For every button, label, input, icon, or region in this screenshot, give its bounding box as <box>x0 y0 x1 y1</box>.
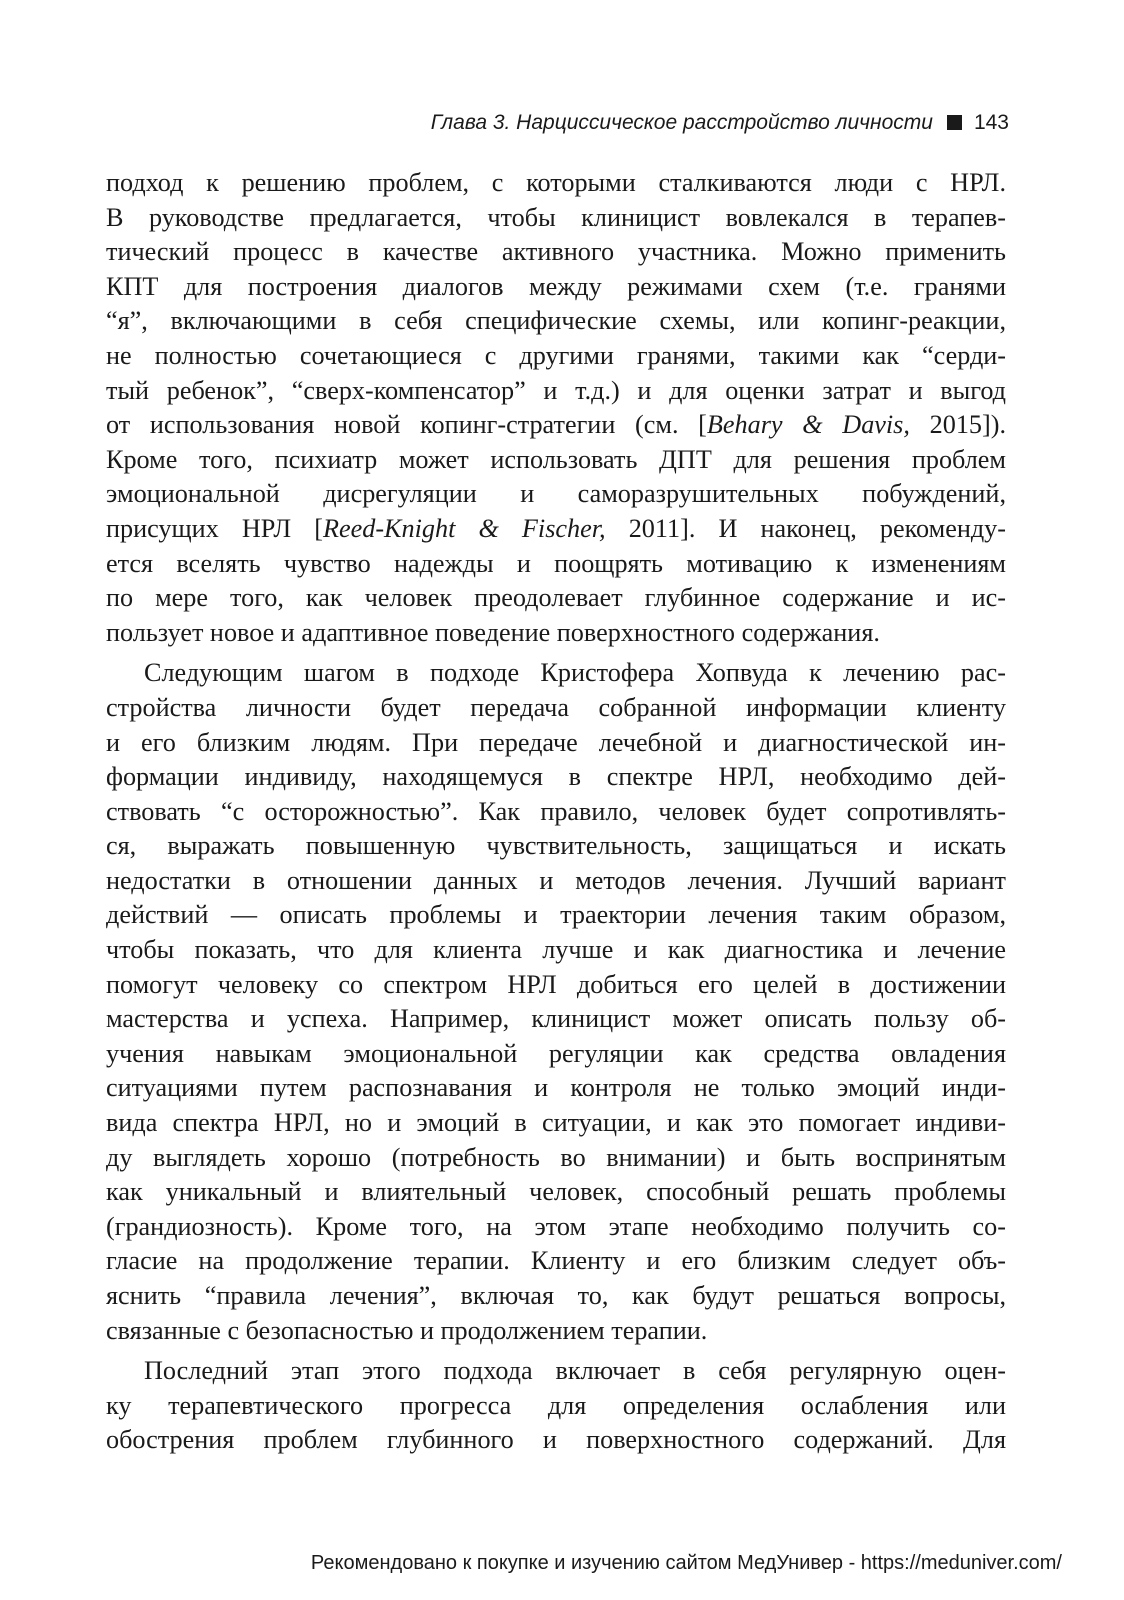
text-line <box>106 968 1006 1003</box>
text-segment: ся, выражать повышенную чувствительность, защищаться и искать <box>106 831 1006 861</box>
text-line <box>106 304 1006 339</box>
text-segment: действий — описать проблемы и траектории лечения таким образом, <box>106 900 1006 930</box>
text-segment: яснить “правила лечения”, включая то, как будут решаться вопросы, <box>106 1281 1006 1310</box>
text-segment: мастерства и успеха. Например, клиницист может описать пользу об- <box>106 1004 1006 1034</box>
text-segment: ку терапевтического прогресса для определения ослабления или <box>106 1390 1006 1420</box>
text-line <box>106 726 1006 761</box>
text-segment: ду выглядеть хорошо (потребность во внимании) и быть воспринятым <box>106 1142 1006 1172</box>
text-line <box>106 1279 1006 1314</box>
text-line <box>106 201 1006 236</box>
text-line <box>106 616 1006 651</box>
page-number: 143 <box>973 111 1009 134</box>
text-segment: присущих НРЛ [ <box>106 513 323 543</box>
paragraph <box>106 656 1006 1348</box>
text-segment: ситуациями путем распознавания и контроля не только эмоций инди- <box>106 1073 1006 1103</box>
text-segment: Последний этап этого подхода включает в себя регулярную оцен- <box>144 1356 1006 1386</box>
text-segment: стройства личности будет передача собранной информации клиенту <box>106 692 1006 722</box>
text-segment: эмоциональной дисрегуляции и саморазрушительных побуждений, <box>106 479 1006 509</box>
text-segment: “я”, включающими в себя специфические схемы, или копинг-реакции, <box>106 306 1006 336</box>
text-segment: как уникальный и влиятельный человек, способный решать проблемы <box>106 1177 1006 1207</box>
text-segment: ется вселять чувство надежды и поощрять мотивацию к изменениям <box>106 548 1006 578</box>
text-segment: не полностью сочетающиеся с другими гранями, такими как “серди- <box>106 340 1006 370</box>
paragraph <box>106 166 1006 650</box>
text-segment: Следующим шагом в подходе Кристофера Хопвуда к лечению рас- <box>144 658 1006 688</box>
text-line <box>106 443 1006 478</box>
text-line <box>106 1002 1006 1037</box>
text-line <box>106 1389 1006 1424</box>
text-line <box>106 374 1006 409</box>
text-line <box>106 1175 1006 1210</box>
text-line <box>106 656 1006 691</box>
text-line <box>106 477 1006 512</box>
text-line <box>106 1037 1006 1072</box>
text-line <box>106 270 1006 305</box>
text-segment: формации индивиду, находящемуся в спектре НРЛ, необходимо дей- <box>106 762 1006 792</box>
text-segment: помогут человеку со спектром НРЛ добиться его целей в достижении <box>106 969 1006 999</box>
text-line <box>106 933 1006 968</box>
text-line <box>106 691 1006 726</box>
text-segment: связанные с безопасностью и продолжением терапии. <box>106 1315 708 1345</box>
text-line <box>106 829 1006 864</box>
text-line <box>106 166 1006 201</box>
text-segment: тический процесс в качестве активного участника. Можно применить <box>106 237 1006 267</box>
chapter-title: Глава 3. Нарциссическое расстройство личности <box>430 111 933 134</box>
text-line <box>106 864 1006 899</box>
text-segment: подход к решению проблем, с которыми сталкиваются люди с НРЛ. <box>106 168 1006 197</box>
text-line <box>106 1210 1006 1245</box>
text-segment: ствовать “с осторожностью”. Как правило, человек будет сопротивлять- <box>106 796 1006 826</box>
text-line <box>106 1071 1006 1106</box>
body-text <box>106 166 1006 1464</box>
text-segment: (грандиозность). Кроме того, на этом этапе необходимо получить со- <box>106 1211 1006 1241</box>
text-line <box>106 898 1006 933</box>
text-line <box>106 1106 1006 1141</box>
text-line <box>106 1354 1006 1389</box>
text-line <box>106 581 1006 616</box>
text-segment: гласие на продолжение терапии. Клиенту и его близким следует объ- <box>106 1246 1006 1276</box>
citation-authors: Reed-Knight & Fischer, <box>322 513 606 543</box>
paragraph <box>106 1354 1006 1458</box>
text-line <box>106 408 1006 443</box>
text-segment: В руководстве предлагается, чтобы клиницист вовлекался в терапев- <box>106 202 1006 232</box>
text-segment: 2011]. И наконец, рекоменду- <box>605 513 1006 543</box>
text-line <box>106 235 1006 270</box>
text-segment: недостатки в отношении данных и методов лечения. Лучший вариант <box>106 865 1006 895</box>
text-line <box>106 512 1006 547</box>
text-line <box>106 1244 1006 1279</box>
footer-recommendation: Рекомендовано к покупке и изучению сайтом МедУнивер - https://meduniver.com/ <box>310 1552 1062 1574</box>
text-segment: учения навыкам эмоциональной регуляции как средства овладения <box>106 1038 1006 1068</box>
text-segment: вида спектра НРЛ, но и эмоций в ситуации, и как это помогает индиви- <box>106 1108 1006 1138</box>
text-segment: 2015]). <box>909 410 1006 440</box>
text-segment: от использования новой копинг-стратегии (см. [ <box>106 410 707 440</box>
text-segment: тый ребенок”, “сверх-компенсатор” и т.д.) и для оценки затрат и выгод <box>106 375 1006 405</box>
text-line <box>106 547 1006 582</box>
text-line <box>106 1423 1006 1458</box>
text-line <box>106 1314 1006 1349</box>
text-line <box>106 339 1006 374</box>
text-line <box>106 1141 1006 1176</box>
running-header <box>100 106 1009 140</box>
text-segment: Кроме того, психиатр может использовать ДПТ для решения проблем <box>106 444 1006 474</box>
text-line <box>106 795 1006 830</box>
text-line <box>106 760 1006 795</box>
text-segment: чтобы показать, что для клиента лучше и как диагностика и лечение <box>106 935 1006 965</box>
black-square-icon <box>947 115 962 130</box>
citation-authors: Behary & Davis, <box>706 410 910 440</box>
text-segment: и его близким людям. При передаче лечебной и диагностической ин- <box>106 727 1006 757</box>
text-segment: по мере того, как человек преодолевает глубинное содержание и ис- <box>106 583 1006 613</box>
text-segment: пользует новое и адаптивное поведение поверхностного содержания. <box>106 617 880 647</box>
text-segment: КПТ для построения диалогов между режимами схем (т.е. гранями <box>106 271 1006 301</box>
text-segment: обострения проблем глубинного и поверхностного содержаний. Для <box>106 1425 1006 1455</box>
